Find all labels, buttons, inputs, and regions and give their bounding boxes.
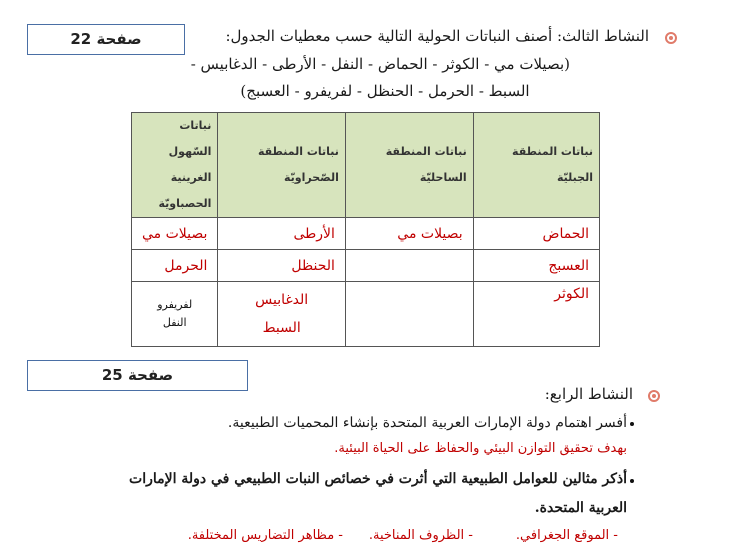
table-cell xyxy=(345,250,473,282)
table-cell: الدغابيس السبط xyxy=(218,282,345,347)
page-reference-label: صفحة 25 xyxy=(27,360,248,391)
table-cell: العسبج xyxy=(473,250,599,282)
plants-classification-table xyxy=(131,112,600,347)
table-cell: الحرمل xyxy=(132,250,218,282)
table-row xyxy=(132,250,600,282)
activity-four-title: النشاط الرابع: xyxy=(544,385,633,403)
answer-two-item: - الظروف المناخية. xyxy=(368,528,473,543)
page-reference-label: صفحة 22 xyxy=(27,24,185,55)
table-header: نباتات المنطقة الساحليّة xyxy=(345,113,473,218)
question-one: أفسر اهتمام دولة الإمارات العربية المتحدة بإنشاء المحميات الطبيعية. xyxy=(227,415,627,431)
bullet-icon xyxy=(665,32,677,44)
list-bullet xyxy=(630,422,634,426)
table-cell xyxy=(345,282,473,347)
table-cell: بصيلات مي xyxy=(345,218,473,250)
table-cell: بصيلات مي xyxy=(132,218,218,250)
plants-list-line-1: (بصيلات مي - الكوثر - الحماض - النفل - الأرطى - الدغابيس - xyxy=(190,55,570,73)
table-header: نباتات المنطقة الجبليّة xyxy=(473,113,599,218)
answer-two-item: - مظاهر التضاريس المختلفة. xyxy=(187,528,343,543)
table-header: نباتات السّهول الغرينية الحصباويّة xyxy=(132,113,218,218)
table-cell: الحماض xyxy=(473,218,599,250)
plants-list-line-2: السبط - الحرمل - الحنظل - لفريفرو - العسبج) xyxy=(240,82,530,100)
answer-two-item: - الموقع الجغرافي. xyxy=(515,528,618,543)
table-cell: الكوثر xyxy=(473,282,599,347)
table-row xyxy=(132,282,600,347)
list-bullet xyxy=(630,479,634,483)
table-row xyxy=(132,218,600,250)
activity-three-title: النشاط الثالث: أصنف النباتات الحولية التالية حسب معطيات الجدول: xyxy=(225,27,649,45)
table-cell: لفريفرو النفل xyxy=(132,282,218,347)
bullet-icon xyxy=(648,390,660,402)
question-two-line-2: العربية المتحدة. xyxy=(534,500,627,516)
question-two-line-1: أذكر مثالين للعوامل الطبيعية التي أثرت في خصائص النبات الطبيعي في دولة الإمارات xyxy=(129,471,627,487)
table-header: نباتات المنطقة الصّحراويّة xyxy=(218,113,345,218)
table-cell: الحنظل xyxy=(218,250,345,282)
answer-one: بهدف تحقيق التوازن البيئي والحفاظ على الحياة البيئية. xyxy=(334,441,627,456)
table-cell: الأرطى xyxy=(218,218,345,250)
